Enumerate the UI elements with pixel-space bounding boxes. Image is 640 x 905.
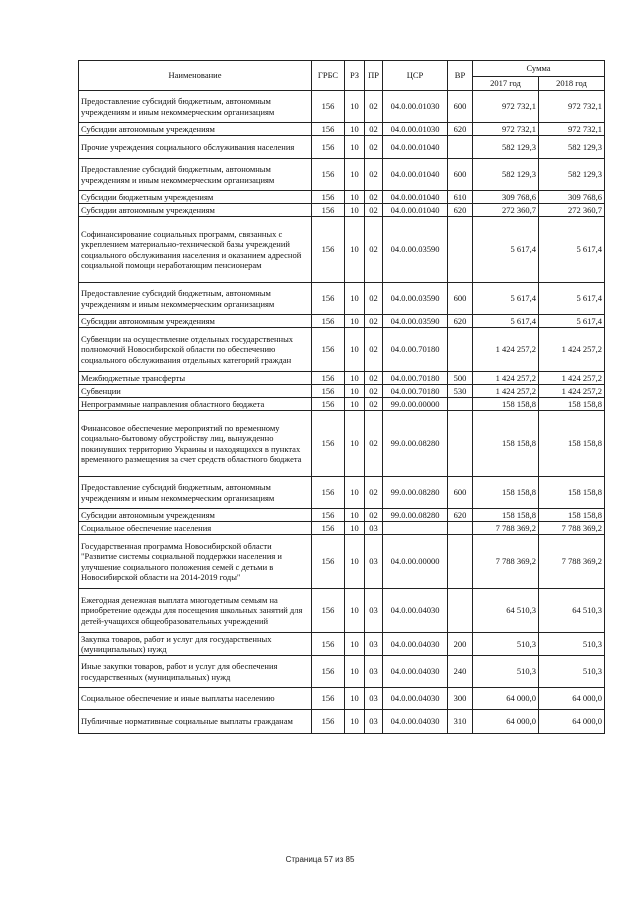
table-row: [79, 91, 605, 123]
cell-name: Софинансирование социальных программ, связанных с укреплением материально-технической базы учреждений социального обслуживания населения и оказанием адресной социальной помощи неработающим пенсионерам: [79, 217, 312, 283]
header-rz: РЗ: [345, 61, 365, 91]
cell-grbs: 156: [312, 159, 345, 191]
cell-2017: 158 158,8: [473, 477, 539, 509]
cell-pr: 02: [365, 315, 383, 328]
cell-rz: 10: [345, 123, 365, 136]
cell-2018: 64 510,3: [539, 589, 605, 633]
cell-grbs: 156: [312, 509, 345, 522]
table-row: [79, 656, 605, 688]
table-row: [79, 688, 605, 710]
cell-2017: 272 360,7: [473, 204, 539, 217]
cell-vr: 620: [448, 204, 473, 217]
cell-2017: 5 617,4: [473, 217, 539, 283]
cell-name: Социальное обеспечение и иные выплаты населению: [79, 688, 312, 710]
table-row: [79, 283, 605, 315]
cell-name: Предоставление субсидий бюджетным, автономным учреждениям и иным некоммерческим организациям: [79, 283, 312, 315]
cell-2017: 582 129,3: [473, 136, 539, 159]
cell-rz: 10: [345, 656, 365, 688]
cell-rz: 10: [345, 217, 365, 283]
cell-rz: 10: [345, 191, 365, 204]
cell-2017: 510,3: [473, 656, 539, 688]
cell-2017: 7 788 369,2: [473, 535, 539, 589]
cell-pr: 02: [365, 398, 383, 411]
cell-pr: 02: [365, 123, 383, 136]
table-row: [79, 710, 605, 734]
table-row: [79, 398, 605, 411]
cell-pr: 03: [365, 633, 383, 656]
cell-name: Субсидии автономным учреждениям: [79, 315, 312, 328]
cell-csr: 04.0.00.04030: [383, 589, 448, 633]
cell-2017: 64 000,0: [473, 710, 539, 734]
cell-2017: 7 788 369,2: [473, 522, 539, 535]
cell-grbs: 156: [312, 191, 345, 204]
cell-grbs: 156: [312, 283, 345, 315]
cell-grbs: 156: [312, 411, 345, 477]
cell-pr: 03: [365, 522, 383, 535]
table-row: [79, 191, 605, 204]
cell-csr: 04.0.00.00000: [383, 535, 448, 589]
header-csr: ЦСР: [383, 61, 448, 91]
cell-rz: 10: [345, 509, 365, 522]
cell-name: Прочие учреждения социального обслуживания населения: [79, 136, 312, 159]
cell-name: Публичные нормативные социальные выплаты гражданам: [79, 710, 312, 734]
cell-pr: 02: [365, 385, 383, 398]
cell-name: Ежегодная денежная выплата многодетным семьям на приобретение одежды для посещения школьных занятий для детей-учащихся общеобразовательных учреждений: [79, 589, 312, 633]
table-row: [79, 123, 605, 136]
header-grbs: ГРБС: [312, 61, 345, 91]
cell-name: Субвенции: [79, 385, 312, 398]
cell-name: Субсидии автономным учреждениям: [79, 204, 312, 217]
cell-vr: [448, 398, 473, 411]
cell-2017: 309 768,6: [473, 191, 539, 204]
cell-rz: 10: [345, 522, 365, 535]
cell-grbs: 156: [312, 123, 345, 136]
cell-2017: 5 617,4: [473, 315, 539, 328]
header-vr: ВР: [448, 61, 473, 91]
cell-vr: 600: [448, 159, 473, 191]
cell-name: Предоставление субсидий бюджетным, автономным учреждениям и иным некоммерческим организациям: [79, 159, 312, 191]
table-row: [79, 522, 605, 535]
cell-pr: 02: [365, 91, 383, 123]
cell-name: Непрограммные направления областного бюджета: [79, 398, 312, 411]
cell-2018: 1 424 257,2: [539, 372, 605, 385]
cell-pr: 02: [365, 477, 383, 509]
table-row: [79, 217, 605, 283]
cell-pr: 02: [365, 191, 383, 204]
table-row: [79, 535, 605, 589]
cell-name: Субсидии автономным учреждениям: [79, 123, 312, 136]
cell-rz: 10: [345, 411, 365, 477]
cell-pr: 02: [365, 372, 383, 385]
cell-rz: 10: [345, 136, 365, 159]
cell-csr: 99.0.00.08280: [383, 411, 448, 477]
header-name: Наименование: [79, 61, 312, 91]
cell-grbs: 156: [312, 136, 345, 159]
cell-grbs: 156: [312, 633, 345, 656]
cell-2017: 158 158,8: [473, 411, 539, 477]
cell-rz: 10: [345, 372, 365, 385]
cell-name: Субсидии бюджетным учреждениям: [79, 191, 312, 204]
table-row: [79, 372, 605, 385]
cell-rz: 10: [345, 398, 365, 411]
cell-2017: 972 732,1: [473, 123, 539, 136]
cell-2018: 158 158,8: [539, 411, 605, 477]
cell-grbs: 156: [312, 372, 345, 385]
cell-csr: 04.0.00.01040: [383, 204, 448, 217]
cell-vr: [448, 589, 473, 633]
cell-rz: 10: [345, 91, 365, 123]
cell-vr: 500: [448, 372, 473, 385]
cell-grbs: 156: [312, 656, 345, 688]
cell-vr: 200: [448, 633, 473, 656]
table-row: [79, 385, 605, 398]
cell-vr: 610: [448, 191, 473, 204]
cell-vr: 600: [448, 477, 473, 509]
cell-2017: 158 158,8: [473, 509, 539, 522]
cell-2017: 972 732,1: [473, 91, 539, 123]
cell-grbs: 156: [312, 315, 345, 328]
page-number: Страница 57 из 85: [285, 855, 355, 864]
cell-csr: 04.0.00.04030: [383, 710, 448, 734]
cell-rz: 10: [345, 283, 365, 315]
budget-table: [78, 60, 605, 734]
cell-rz: 10: [345, 688, 365, 710]
cell-2018: 158 158,8: [539, 477, 605, 509]
cell-pr: 03: [365, 589, 383, 633]
cell-pr: 03: [365, 688, 383, 710]
table-row: [79, 328, 605, 372]
cell-pr: 02: [365, 159, 383, 191]
cell-pr: 03: [365, 535, 383, 589]
table-row: [79, 204, 605, 217]
cell-csr: 04.0.00.04030: [383, 656, 448, 688]
cell-pr: 03: [365, 656, 383, 688]
cell-csr: 04.0.00.03590: [383, 315, 448, 328]
cell-2017: 1 424 257,2: [473, 385, 539, 398]
cell-2018: 1 424 257,2: [539, 328, 605, 372]
cell-pr: 03: [365, 710, 383, 734]
cell-2018: 510,3: [539, 633, 605, 656]
cell-rz: 10: [345, 315, 365, 328]
cell-rz: 10: [345, 589, 365, 633]
cell-rz: 10: [345, 477, 365, 509]
cell-grbs: 156: [312, 91, 345, 123]
cell-grbs: 156: [312, 217, 345, 283]
cell-grbs: 156: [312, 589, 345, 633]
table-row: [79, 159, 605, 191]
cell-2018: 5 617,4: [539, 217, 605, 283]
cell-csr: 99.0.00.08280: [383, 509, 448, 522]
cell-csr: [383, 522, 448, 535]
table-row: [79, 315, 605, 328]
cell-rz: 10: [345, 633, 365, 656]
cell-pr: 02: [365, 328, 383, 372]
cell-name: Предоставление субсидий бюджетным, автономным учреждениям и иным некоммерческим организациям: [79, 477, 312, 509]
header-sum: Сумма: [473, 61, 605, 77]
cell-csr: 04.0.00.04030: [383, 633, 448, 656]
cell-grbs: 156: [312, 522, 345, 535]
cell-pr: 02: [365, 136, 383, 159]
cell-grbs: 156: [312, 385, 345, 398]
header-2017: 2017 год: [473, 77, 539, 91]
cell-csr: 04.0.00.01040: [383, 191, 448, 204]
cell-vr: [448, 217, 473, 283]
cell-2017: 158 158,8: [473, 398, 539, 411]
cell-csr: 04.0.00.70180: [383, 372, 448, 385]
cell-csr: 04.0.00.03590: [383, 217, 448, 283]
table-row: [79, 136, 605, 159]
cell-pr: 02: [365, 509, 383, 522]
cell-vr: 620: [448, 315, 473, 328]
cell-2018: 582 129,3: [539, 159, 605, 191]
cell-vr: 300: [448, 688, 473, 710]
cell-vr: 600: [448, 91, 473, 123]
cell-pr: 02: [365, 411, 383, 477]
cell-2018: 582 129,3: [539, 136, 605, 159]
cell-2018: 5 617,4: [539, 315, 605, 328]
cell-grbs: 156: [312, 204, 345, 217]
cell-2018: 272 360,7: [539, 204, 605, 217]
cell-vr: 530: [448, 385, 473, 398]
cell-2017: 64 510,3: [473, 589, 539, 633]
cell-csr: 99.0.00.08280: [383, 477, 448, 509]
cell-name: Закупка товаров, работ и услуг для государственных (муниципальных) нужд: [79, 633, 312, 656]
cell-rz: 10: [345, 710, 365, 734]
cell-pr: 02: [365, 204, 383, 217]
table-row: [79, 589, 605, 633]
cell-name: Предоставление субсидий бюджетным, автономным учреждениям и иным некоммерческим организациям: [79, 91, 312, 123]
cell-name: Субвенции на осуществление отдельных государственных полномочий Новосибирской области по обеспечению социального обслуживания отдельных категорий граждан: [79, 328, 312, 372]
cell-rz: 10: [345, 159, 365, 191]
cell-name: Субсидии автономным учреждениям: [79, 509, 312, 522]
cell-2018: 510,3: [539, 656, 605, 688]
cell-vr: [448, 411, 473, 477]
cell-rz: 10: [345, 328, 365, 372]
cell-2018: 309 768,6: [539, 191, 605, 204]
cell-2018: 5 617,4: [539, 283, 605, 315]
cell-2018: 972 732,1: [539, 123, 605, 136]
cell-csr: 04.0.00.03590: [383, 283, 448, 315]
cell-csr: 99.0.00.00000: [383, 398, 448, 411]
table-row: [79, 477, 605, 509]
cell-2017: 510,3: [473, 633, 539, 656]
cell-grbs: 156: [312, 535, 345, 589]
cell-csr: 04.0.00.04030: [383, 688, 448, 710]
cell-2018: 7 788 369,2: [539, 535, 605, 589]
table-row: [79, 411, 605, 477]
cell-2017: 5 617,4: [473, 283, 539, 315]
cell-vr: 620: [448, 123, 473, 136]
cell-name: Социальное обеспечение населения: [79, 522, 312, 535]
cell-2017: 1 424 257,2: [473, 372, 539, 385]
cell-vr: 310: [448, 710, 473, 734]
cell-2018: 7 788 369,2: [539, 522, 605, 535]
cell-vr: [448, 535, 473, 589]
table-body: [79, 91, 605, 734]
cell-grbs: 156: [312, 328, 345, 372]
cell-name: Межбюджетные трансферты: [79, 372, 312, 385]
cell-2017: 1 424 257,2: [473, 328, 539, 372]
cell-vr: [448, 522, 473, 535]
header-pr: ПР: [365, 61, 383, 91]
cell-vr: 600: [448, 283, 473, 315]
cell-csr: 04.0.00.70180: [383, 385, 448, 398]
cell-2018: 972 732,1: [539, 91, 605, 123]
cell-grbs: 156: [312, 710, 345, 734]
cell-csr: 04.0.00.70180: [383, 328, 448, 372]
cell-name: Иные закупки товаров, работ и услуг для обеспечения государственных (муниципальных) нужд: [79, 656, 312, 688]
cell-grbs: 156: [312, 398, 345, 411]
cell-vr: [448, 136, 473, 159]
cell-2018: 64 000,0: [539, 710, 605, 734]
cell-2017: 64 000,0: [473, 688, 539, 710]
cell-2018: 64 000,0: [539, 688, 605, 710]
cell-vr: [448, 328, 473, 372]
table-row: [79, 509, 605, 522]
cell-rz: 10: [345, 385, 365, 398]
header-2018: 2018 год: [539, 77, 605, 91]
cell-2018: 158 158,8: [539, 509, 605, 522]
cell-rz: 10: [345, 204, 365, 217]
table-row: [79, 633, 605, 656]
cell-2018: 1 424 257,2: [539, 385, 605, 398]
cell-csr: 04.0.00.01030: [383, 91, 448, 123]
cell-name: Финансовое обеспечение мероприятий по временному социально-бытовому обустройству лиц, вынужденно покинувших территорию Украины и находящихся в пунктах временного размещения за счет средств областного бюджета: [79, 411, 312, 477]
cell-csr: 04.0.00.01030: [383, 123, 448, 136]
cell-csr: 04.0.00.01040: [383, 136, 448, 159]
cell-grbs: 156: [312, 477, 345, 509]
cell-2017: 582 129,3: [473, 159, 539, 191]
cell-2018: 158 158,8: [539, 398, 605, 411]
cell-grbs: 156: [312, 688, 345, 710]
cell-vr: 240: [448, 656, 473, 688]
cell-pr: 02: [365, 217, 383, 283]
cell-rz: 10: [345, 535, 365, 589]
cell-vr: 620: [448, 509, 473, 522]
cell-name: Государственная программа Новосибирской области "Развитие системы социальной поддержки населения и улучшение социального положения семей с детьми в Новосибирской области на 2014-2019 годы": [79, 535, 312, 589]
cell-pr: 02: [365, 283, 383, 315]
cell-csr: 04.0.00.01040: [383, 159, 448, 191]
